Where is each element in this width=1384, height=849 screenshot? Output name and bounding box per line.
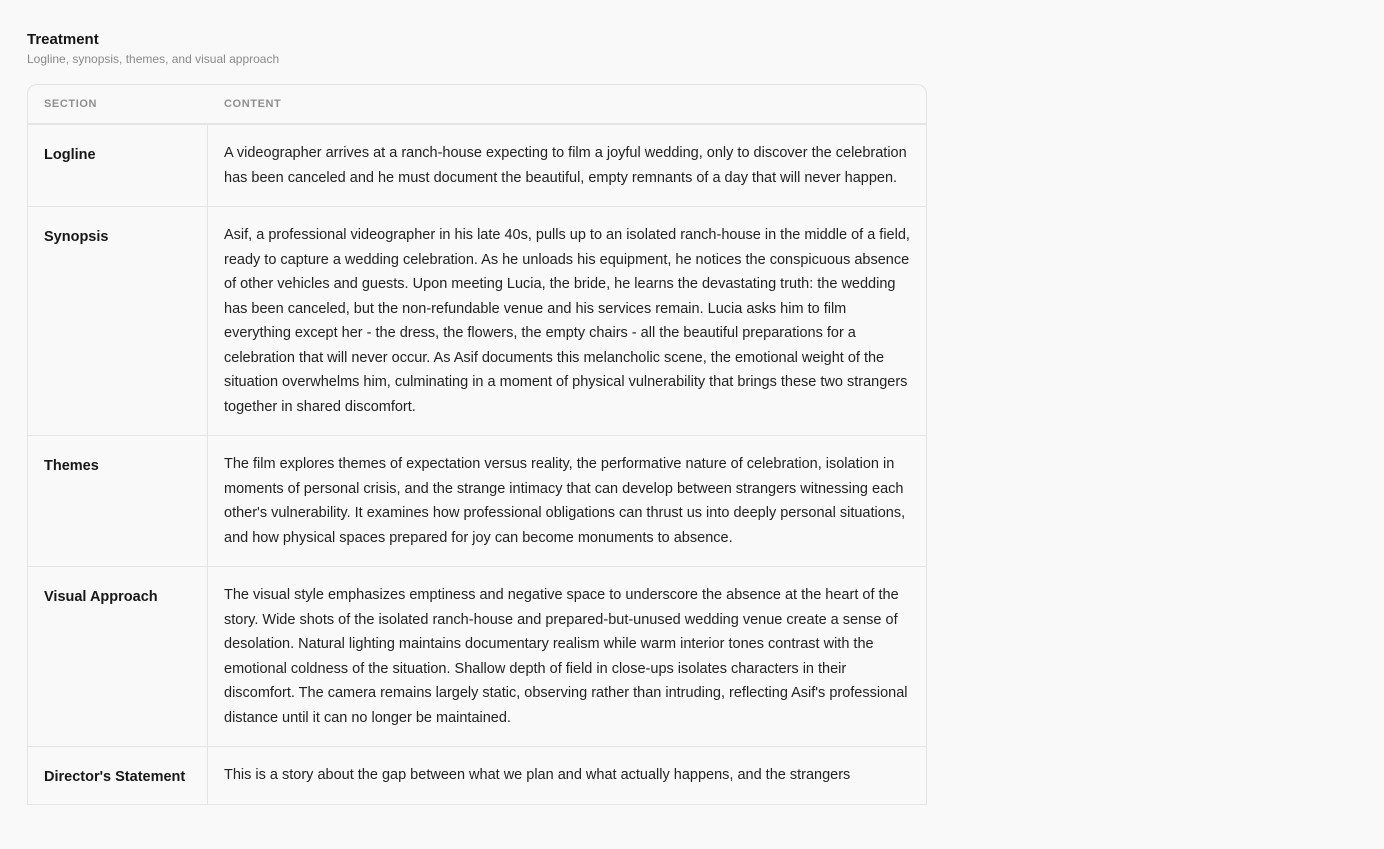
row-content: This is a story about the gap between what we plan and what actually happens, and the strangers: [224, 767, 851, 783]
row-content: A videographer arrives at a ranch-house expecting to film a joyful wedding, only to discover the celebration has been canceled and he must document the beautiful, empty remnants of a day that will never happen.: [224, 145, 907, 186]
row-section-label: Visual Approach: [28, 567, 208, 746]
row-section-label: Synopsis: [28, 207, 208, 435]
treatment-table: [27, 84, 927, 805]
row-content: The visual style emphasizes emptiness and negative space to underscore the absence at the heart of the story. Wide shots of the isolated ranch-house and prepared-but-unused wedding venue create a sense of desolation. Natural lighting maintains documentary realism while warm interior tones contrast with the emotional coldness of the situation. Shallow depth of field in close-ups isolates characters in their discomfort. The camera remains largely static, observing rather than intruding, reflecting Asif's professional distance until it can no longer be maintained.: [224, 587, 908, 726]
table-row-directors-statement: [28, 747, 926, 805]
table-row-synopsis: [28, 207, 926, 436]
row-content: Asif, a professional videographer in his late 40s, pulls up to an isolated ranch-house in the middle of a field, ready to capture a wedding celebration. As he unloads his equipment, he notices the conspicuous absence of other vehicles and guests. Upon meeting Lucia, the bride, he learns the devastating truth: the wedding has been canceled, but the non-refundable venue and his services remain. Lucia asks him to film everything except her - the dress, the flowers, the empty chairs - all the beautiful preparations for a celebration that will never occur. As Asif documents this melancholic scene, the emotional weight of the situation overwhelms him, culminating in a moment of physical vulnerability that brings these two strangers together in shared discomfort.: [224, 227, 910, 415]
table-header: [28, 85, 926, 125]
row-section-label: Themes: [28, 436, 208, 566]
table-row-themes: [28, 436, 926, 567]
row-content: The film explores themes of expectation versus reality, the performative nature of celebration, isolation in moments of personal crisis, and the strange intimacy that can develop between strangers witnessing each other's vulnerability. It examines how professional obligations can thrust us into deeply personal situations, and how physical spaces prepared for joy can become monuments to absence.: [224, 456, 906, 546]
row-section-label: Logline: [28, 125, 208, 206]
page-subtitle: Logline, synopsis, themes, and visual approach: [27, 52, 280, 66]
column-header-content: CONTENT: [224, 98, 282, 110]
table-row-logline: [28, 125, 926, 207]
page-title: Treatment: [27, 31, 99, 48]
table-row-visual-approach: [28, 567, 926, 747]
row-section-label: Director's Statement: [28, 747, 208, 804]
column-header-section: SECTION: [44, 98, 98, 110]
treatment-page: [27, 30, 927, 805]
